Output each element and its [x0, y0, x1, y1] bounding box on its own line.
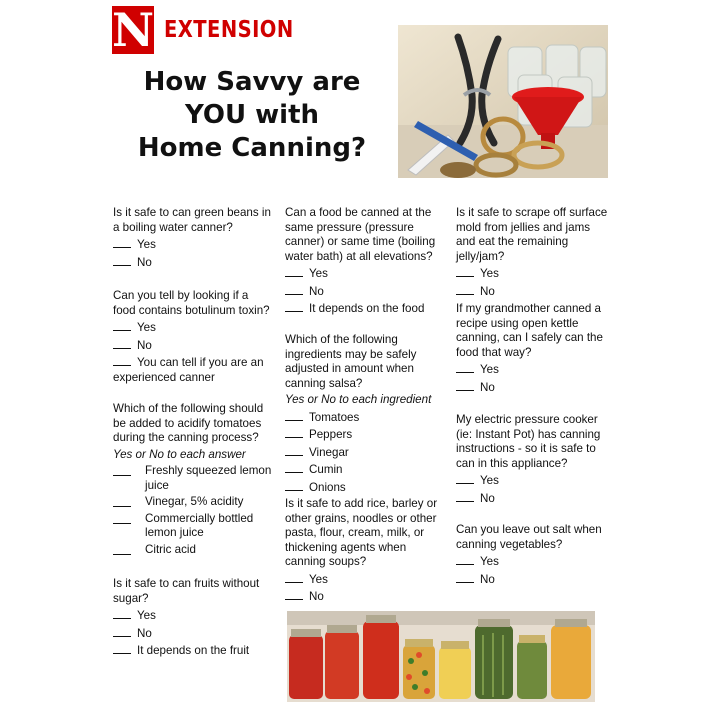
- answer-option[interactable]: It depends on the fruit: [113, 644, 273, 659]
- question-5: [285, 206, 447, 317]
- nebraska-n-logo: N: [112, 3, 155, 57]
- question-text: Can you leave out salt when canning vegetables?: [456, 523, 602, 551]
- question-text: Is it safe to can green beans in a boiling water canner?: [113, 206, 271, 234]
- question-text: Is it safe to scrape off surface mold from jellies and jams and eat the remaining jelly/jam?: [456, 206, 608, 263]
- question-9: [456, 302, 608, 395]
- question-instruction: Yes or No to each ingredient: [285, 393, 432, 406]
- answer-option[interactable]: You can tell if you are an experienced canner: [113, 356, 264, 384]
- question-10: [456, 413, 608, 506]
- question-7: [285, 497, 447, 605]
- question-11: [456, 523, 608, 587]
- answer-option[interactable]: No: [113, 339, 273, 354]
- question-text: If my grandmother canned a recipe using open kettle canning, can I safely can the food that way?: [456, 302, 603, 359]
- answer-option[interactable]: Yes: [285, 573, 447, 588]
- answer-option[interactable]: No: [456, 381, 608, 396]
- question-text: Is it safe to add rice, barley or other grains, noodles or other pasta, flour, cream, milk, or thickening agents when canning soups?: [285, 497, 438, 568]
- canning-tools-photo: [398, 25, 608, 178]
- answer-option[interactable]: Yes: [456, 267, 608, 282]
- extension-logo: [112, 3, 294, 57]
- answer-option[interactable]: Yes: [456, 474, 608, 489]
- question-8: [456, 206, 608, 299]
- answer-option[interactable]: Yes: [285, 267, 447, 282]
- question-text: Can a food be canned at the same pressure (pressure canner) or same time (boiling water bath) at all elevations?: [285, 206, 436, 263]
- question-text: Can you tell by looking if a food contains botulinum toxin?: [113, 289, 270, 317]
- title-line-1: How Savvy are: [143, 67, 361, 97]
- answer-option[interactable]: No: [456, 285, 608, 300]
- answer-option[interactable]: No: [456, 573, 608, 588]
- answer-option[interactable]: Vinegar: [285, 446, 447, 461]
- answer-option[interactable]: Tomatoes: [285, 411, 447, 426]
- question-1: [113, 206, 273, 270]
- answer-option[interactable]: Citric acid: [113, 543, 273, 558]
- canned-jars-photo: [287, 611, 595, 702]
- answer-option[interactable]: Peppers: [285, 428, 447, 443]
- question-3: [113, 402, 273, 557]
- title-line-2: YOU with: [184, 100, 320, 130]
- answer-option[interactable]: Yes: [456, 555, 608, 570]
- answer-option[interactable]: Cumin: [285, 463, 447, 478]
- question-text: Is it safe to can fruits without sugar?: [113, 577, 260, 605]
- answer-option[interactable]: No: [285, 285, 447, 300]
- answer-option[interactable]: No: [113, 256, 273, 271]
- answer-option[interactable]: Freshly squeezed lemon juice: [113, 464, 273, 493]
- answer-option[interactable]: No: [285, 590, 447, 605]
- question-text: Which of the following ingredients may be safely adjusted in amount when canning salsa?: [285, 333, 417, 390]
- answer-option[interactable]: Yes: [113, 609, 273, 624]
- question-text: Which of the following should be added to acidify tomatoes during the canning process?: [113, 402, 264, 444]
- answer-option[interactable]: Onions: [285, 481, 447, 496]
- question-instruction: Yes or No to each answer: [113, 447, 246, 461]
- answer-option[interactable]: Yes: [113, 238, 273, 253]
- answer-option[interactable]: Yes: [456, 363, 608, 378]
- answer-option[interactable]: Commercially bottled lemon juice: [113, 512, 273, 541]
- question-6: [285, 333, 447, 495]
- answer-option[interactable]: It depends on the food: [285, 302, 447, 317]
- question-4: [113, 577, 273, 659]
- title-line-3: Home Canning?: [137, 133, 367, 163]
- question-2: [113, 289, 273, 385]
- question-text: My electric pressure cooker (ie: Instant Pot) has canning instructions - so it is safe to can in this appliance?: [456, 413, 601, 470]
- page-title: [112, 66, 392, 165]
- logo-text: EXTENSION: [164, 17, 294, 43]
- answer-option[interactable]: No: [113, 627, 273, 642]
- answer-option[interactable]: No: [456, 492, 608, 507]
- answer-option[interactable]: Yes: [113, 321, 273, 336]
- answer-option[interactable]: Vinegar, 5% acidity: [113, 495, 273, 510]
